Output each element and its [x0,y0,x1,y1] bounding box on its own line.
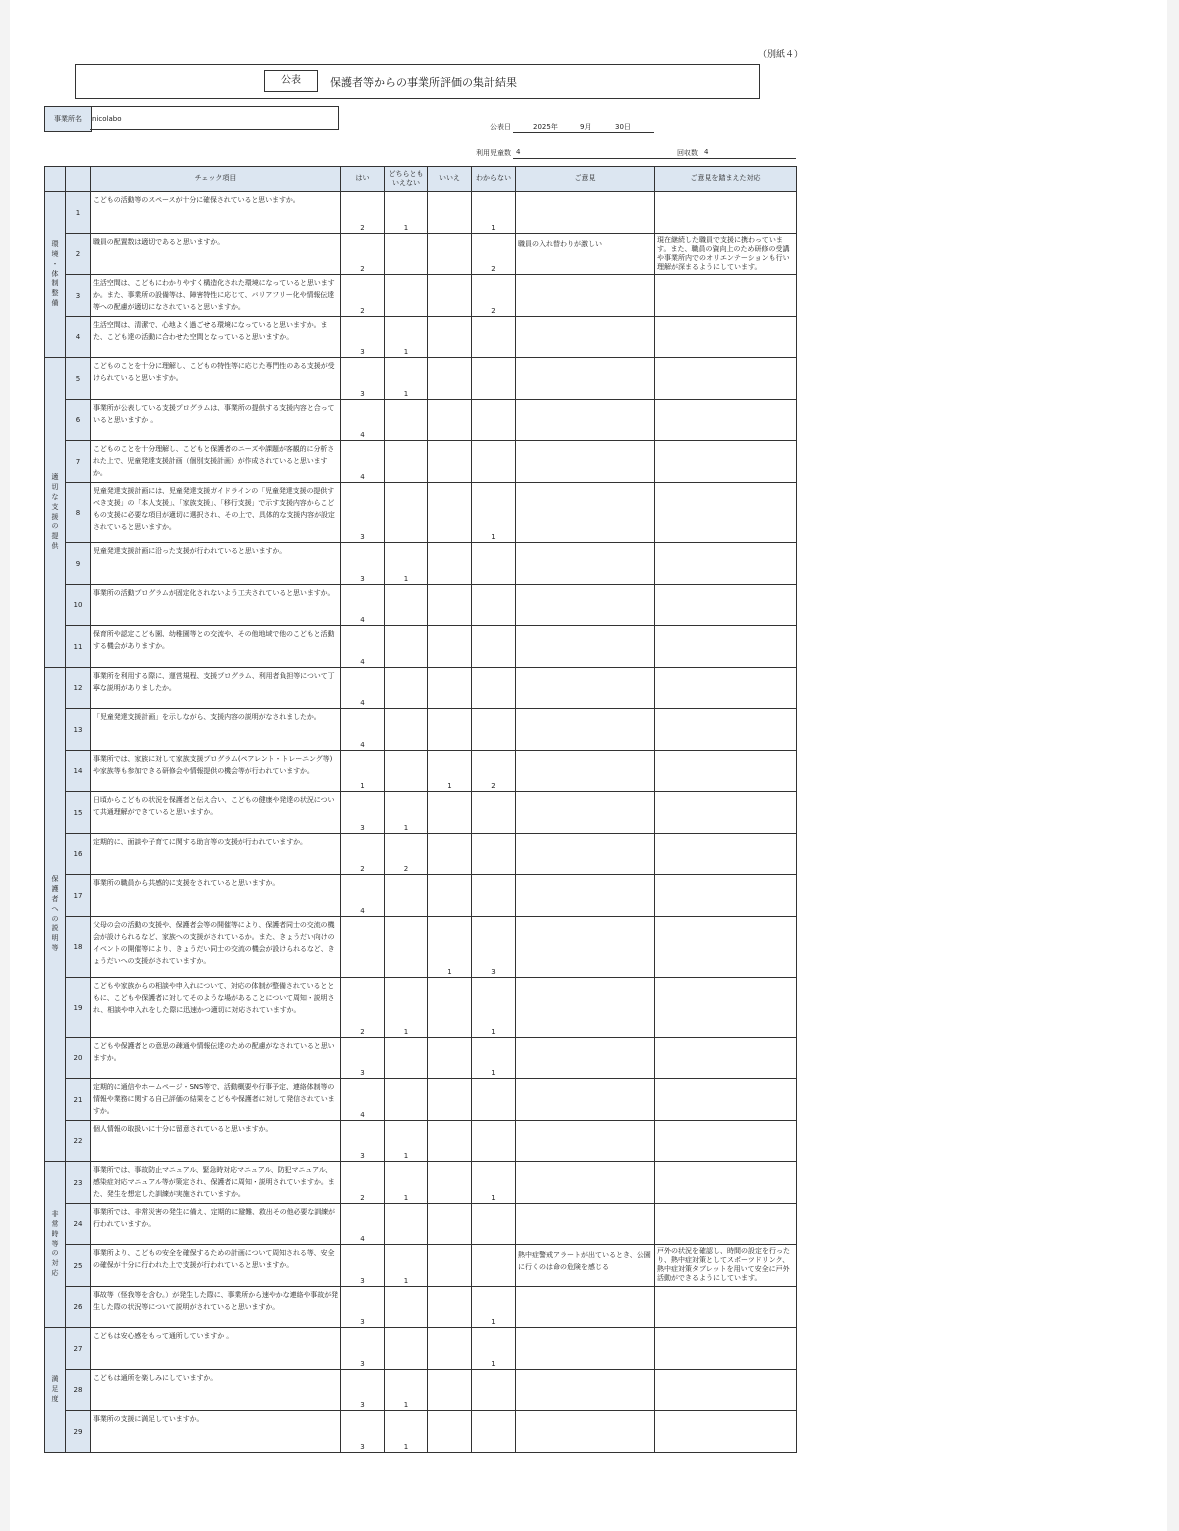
question-text: 個人情報の取扱いに十分に留意されていると思いますか。 [91,1121,341,1162]
count-no [428,978,472,1038]
count-neither [385,1038,428,1079]
item-number: 7 [66,441,91,483]
table-row [45,668,797,709]
count-unknown [472,358,516,400]
question-text: こどものことを十分理解し、こどもと保護者のニーズや課題が客観的に分析された上で、児童発達支援計画（個別支援計画）が作成されていると思いますか。 [91,441,341,483]
count-no [428,400,472,441]
count-neither: 1 [385,1370,428,1411]
count-yes: 4 [341,1079,385,1121]
question-text: 児童発達支援計画に沿った支援が行われていると思いますか。 [91,543,341,585]
opinion-text [516,792,655,834]
opinion-text [516,1287,655,1328]
opinion-text [516,358,655,400]
count-unknown: 3 [472,917,516,978]
count-unknown [472,1204,516,1245]
count-yes: 2 [341,978,385,1038]
response-text [655,1328,797,1370]
table-row [45,441,797,483]
count-yes: 3 [341,1370,385,1411]
count-unknown [472,585,516,626]
table-row [45,1162,797,1204]
item-number: 9 [66,543,91,585]
count-neither [385,709,428,751]
opinion-text [516,317,655,358]
count-neither [385,441,428,483]
opinion-text [516,751,655,792]
count-unknown [472,709,516,751]
opinion-text [516,400,655,441]
count-unknown: 1 [472,978,516,1038]
table-row [45,834,797,875]
count-unknown [472,792,516,834]
response-text [655,585,797,626]
count-no [428,1411,472,1453]
response-text [655,917,797,978]
count-unknown [472,1370,516,1411]
question-text: 職員の配置数は適切であると思いますか。 [91,234,341,275]
count-neither: 1 [385,792,428,834]
response-text [655,978,797,1038]
category-cell: 適 切 な 支 援 の 提 供 [45,358,66,668]
table-row [45,543,797,585]
count-neither: 1 [385,1411,428,1453]
table-row [45,1079,797,1121]
item-number: 3 [66,275,91,317]
category-cell: 非 常 時 等 の 対 応 [45,1162,66,1328]
count-no [428,1162,472,1204]
opinion-text [516,543,655,585]
response-text [655,751,797,792]
count-no [428,234,472,275]
count-neither [385,400,428,441]
table-row [45,1328,797,1370]
response-text [655,483,797,543]
header-neither: どちらとも いえない [385,167,428,192]
item-number: 21 [66,1079,91,1121]
table-row [45,1204,797,1245]
opinion-text [516,441,655,483]
count-no: 1 [428,751,472,792]
publish-year: 2025年 [533,123,558,131]
count-no [428,1245,472,1287]
response-text [655,792,797,834]
count-yes: 3 [341,1121,385,1162]
count-no [428,834,472,875]
table-row [45,234,797,275]
count-yes: 3 [341,317,385,358]
count-unknown [472,626,516,668]
table-row [45,192,797,234]
item-number: 5 [66,358,91,400]
table-body [45,192,797,1453]
response-text [655,1121,797,1162]
count-no: 1 [428,917,472,978]
table-row [45,1038,797,1079]
count-neither: 1 [385,978,428,1038]
question-text: 事業所の支援に満足していますか。 [91,1411,341,1453]
response-text [655,275,797,317]
count-yes: 3 [341,792,385,834]
count-neither [385,585,428,626]
header-check-item: チェック項目 [91,167,341,192]
item-number: 14 [66,751,91,792]
opinion-text [516,192,655,234]
response-text [655,317,797,358]
question-text: 事業所の職員から共感的に支援をされていると思いますか。 [91,875,341,917]
opinion-text [516,875,655,917]
response-text [655,1079,797,1121]
item-number: 26 [66,1287,91,1328]
count-no [428,1328,472,1370]
count-no [428,358,472,400]
header-unknown: わからない [472,167,516,192]
count-neither [385,1204,428,1245]
count-yes [341,917,385,978]
count-unknown [472,441,516,483]
category-cell: 環 境 ・ 体 制 整 備 [45,192,66,358]
count-yes: 4 [341,668,385,709]
table-row [45,1370,797,1411]
header-no: いいえ [428,167,472,192]
count-neither: 1 [385,192,428,234]
publish-date-underline [513,132,654,133]
table-row [45,709,797,751]
question-text: 「児童発達支援計画」を示しながら、支援内容の説明がなされましたか。 [91,709,341,751]
count-no [428,1038,472,1079]
users-label: 利用児童数 [476,149,511,157]
question-text: 事業所では、非常災害の発生に備え、定期的に避難、救出その他必要な訓練が行われていますか。 [91,1204,341,1245]
count-neither [385,1328,428,1370]
opinion-text [516,1079,655,1121]
count-no [428,668,472,709]
question-text: 父母の会の活動の支援や、保護者会等の開催等により、保護者同士の交流の機会が設けられるなど、家族への支援がされているか。また、きょうだい向けのイベントの開催等により、きょうだい同士の交流の機会が設けられるなど、きょうだいへの支援がされていますか。 [91,917,341,978]
response-text: 戸外の状況を確認し、時間の設定を行ったり、熱中症対策としてスポーツドリンク、熱中症対策タブレットを用いて安全に戸外活動ができるようにしています。 [655,1245,797,1287]
count-no [428,441,472,483]
response-text [655,626,797,668]
table-row [45,626,797,668]
response-text [655,543,797,585]
count-neither [385,275,428,317]
table-row [45,585,797,626]
table-row [45,1121,797,1162]
count-no [428,585,472,626]
count-no [428,1079,472,1121]
evaluation-table [44,166,797,1453]
response-text [655,1162,797,1204]
response-text [655,1038,797,1079]
question-text: こどもや保護者との意思の疎通や情報伝達のための配慮がなされていると思いますか。 [91,1038,341,1079]
opinion-text [516,585,655,626]
count-unknown: 2 [472,275,516,317]
table-row [45,1287,797,1328]
item-number: 16 [66,834,91,875]
response-text: 現在継続した職員で支援に携わっています。また、職員の資向上のため研修の受講や事業所内でのオリエンテーションも行い理解が深まるようにしています。 [655,234,797,275]
opinion-text [516,483,655,543]
category-cell: 満 足 度 [45,1328,66,1453]
count-no [428,483,472,543]
opinion-text [516,1204,655,1245]
table-row [45,875,797,917]
count-no [428,1121,472,1162]
count-neither: 1 [385,317,428,358]
count-neither [385,751,428,792]
item-number: 22 [66,1121,91,1162]
item-number: 20 [66,1038,91,1079]
count-unknown: 2 [472,751,516,792]
count-unknown [472,1245,516,1287]
count-yes: 2 [341,234,385,275]
opinion-text [516,1370,655,1411]
item-number: 13 [66,709,91,751]
count-neither: 1 [385,1162,428,1204]
count-unknown [472,875,516,917]
table-row [45,483,797,543]
count-neither [385,1287,428,1328]
response-text [655,358,797,400]
count-unknown [472,1121,516,1162]
count-yes: 4 [341,585,385,626]
count-unknown [472,400,516,441]
count-unknown: 1 [472,1038,516,1079]
count-no [428,192,472,234]
count-neither [385,917,428,978]
opinion-text: 熱中症警戒アラートが出ているとき、公園に行くのは命の危険を感じる [516,1245,655,1287]
question-text: こどもの活動等のスペースが十分に確保されていると思いますか。 [91,192,341,234]
item-number: 2 [66,234,91,275]
responses-label: 回収数 [677,149,698,157]
item-number: 12 [66,668,91,709]
table-row [45,978,797,1038]
count-yes: 3 [341,1038,385,1079]
question-text: 事業所では、家族に対して家族支援プログラム(ペアレント・トレーニング等)や家族等も参加できる研修会や情報提供の機会等が行われていますか。 [91,751,341,792]
count-unknown [472,317,516,358]
office-name: nicolabo [90,106,339,130]
table-row [45,751,797,792]
count-neither: 1 [385,543,428,585]
table-row [45,358,797,400]
response-text [655,1204,797,1245]
count-neither: 2 [385,834,428,875]
question-text: こどもや家族からの相談や申入れについて、対応の体制が整備されているとともに、こどもや保護者に対してそのような場があることについて周知・説明され、相談や申入れをした際に迅速かつ適切に対応されていますか。 [91,978,341,1038]
publish-date-label: 公表日 [490,123,511,131]
response-text [655,1411,797,1453]
item-number: 17 [66,875,91,917]
count-yes: 3 [341,1245,385,1287]
count-unknown [472,1079,516,1121]
question-text: 事業所を利用する際に、運営規程、支援プログラム、利用者負担等について丁寧な説明がありましたか。 [91,668,341,709]
count-no [428,626,472,668]
response-text [655,441,797,483]
count-yes: 4 [341,709,385,751]
response-text [655,1287,797,1328]
item-number: 4 [66,317,91,358]
item-number: 23 [66,1162,91,1204]
item-number: 10 [66,585,91,626]
question-text: 日頃からこどもの状況を保護者と伝え合い、こどもの健康や発達の状況について共通理解ができていると思いますか。 [91,792,341,834]
counts-underline [513,158,796,159]
question-text: 事業所より、こどもの安全を確保するための計画について周知される等、安全の確保が十分に行われた上で支援が行われていると思いますか。 [91,1245,341,1287]
table-row [45,275,797,317]
item-number: 25 [66,1245,91,1287]
table-row [45,1245,797,1287]
item-number: 15 [66,792,91,834]
question-text: 生活空間は、清潔で、心地よく過ごせる環境になっていると思いますか。また、こども達の活動に合わせた空間となっていると思いますか。 [91,317,341,358]
count-unknown [472,543,516,585]
count-yes: 3 [341,1287,385,1328]
response-text [655,192,797,234]
count-yes: 4 [341,1204,385,1245]
response-text [655,875,797,917]
count-no [428,275,472,317]
count-unknown: 1 [472,1287,516,1328]
count-no [428,875,472,917]
count-neither: 1 [385,1245,428,1287]
response-text [655,400,797,441]
question-text: 保育所や認定こども園、幼稚園等との交流や、その他地域で他のこどもと活動する機会がありますか。 [91,626,341,668]
publish-day: 30日 [615,123,631,131]
count-unknown [472,834,516,875]
count-unknown: 1 [472,192,516,234]
count-neither: 1 [385,1121,428,1162]
response-text [655,834,797,875]
count-no [428,792,472,834]
opinion-text [516,834,655,875]
opinion-text [516,917,655,978]
count-yes: 4 [341,626,385,668]
header-response: ご意見を踏まえた対応 [655,167,797,192]
opinion-text: 職員の入れ替わりが激しい [516,234,655,275]
count-yes: 4 [341,875,385,917]
item-number: 19 [66,978,91,1038]
publish-month: 9月 [580,123,592,131]
item-number: 27 [66,1328,91,1370]
count-neither [385,875,428,917]
table-row [45,317,797,358]
count-no [428,317,472,358]
item-number: 6 [66,400,91,441]
question-text: 事業所では、事故防止マニュアル、緊急時対応マニュアル、防犯マニュアル、感染症対応マニュアル等が策定され、保護者に周知・説明されていますか。また、発生を想定した訓練が実施されていますか。 [91,1162,341,1204]
count-yes: 1 [341,751,385,792]
item-number: 18 [66,917,91,978]
opinion-text [516,978,655,1038]
question-text: 児童発達支援計画には、児童発達支援ガイドラインの「児童発達支援の提供すべき支援」の「本人支援」、「家族支援」、「移行支援」で示す支援内容からこどもの支援に必要な項目が適切に選択され、その上で、具体的な支援内容が設定されていると思いますか。 [91,483,341,543]
question-text: こどもは通所を楽しみにしていますか。 [91,1370,341,1411]
header-number [66,167,91,192]
count-no [428,1204,472,1245]
publish-badge: 公表 [264,70,318,92]
count-yes: 4 [341,400,385,441]
attachment-reference: （別紙４） [758,50,804,60]
item-number: 28 [66,1370,91,1411]
page-title: 保護者等からの事業所評価の集計結果 [330,76,517,89]
count-yes: 3 [341,483,385,543]
opinion-text [516,668,655,709]
users-count: 4 [516,148,521,156]
count-yes: 2 [341,275,385,317]
count-neither [385,626,428,668]
count-yes: 4 [341,441,385,483]
opinion-text [516,275,655,317]
count-yes: 2 [341,192,385,234]
opinion-text [516,1038,655,1079]
opinion-text [516,1162,655,1204]
count-neither [385,234,428,275]
count-unknown: 1 [472,1328,516,1370]
count-yes: 3 [341,1328,385,1370]
responses-count: 4 [704,148,709,156]
count-neither: 1 [385,358,428,400]
question-text: 定期的に、面談や子育てに関する助言等の支援が行われていますか。 [91,834,341,875]
response-text [655,668,797,709]
question-text: 事業所の活動プログラムが固定化されないよう工夫されていると思いますか。 [91,585,341,626]
count-unknown: 2 [472,234,516,275]
count-yes: 3 [341,543,385,585]
item-number: 11 [66,626,91,668]
count-yes: 3 [341,1411,385,1453]
count-no [428,709,472,751]
question-text: 定期的に通信やホームページ・SNS等で、活動概要や行事予定、連絡体制等の情報や業務に関する自己評価の結果をこどもや保護者に対して発信されていますか。 [91,1079,341,1121]
count-yes: 2 [341,1162,385,1204]
count-no [428,543,472,585]
table-row [45,792,797,834]
item-number: 8 [66,483,91,543]
header-category [45,167,66,192]
response-text [655,709,797,751]
count-yes: 2 [341,834,385,875]
item-number: 1 [66,192,91,234]
header-opinion: ご意見 [516,167,655,192]
count-unknown: 1 [472,483,516,543]
question-text: 事故等（怪我等を含む。）が発生した際に、事業所から速やかな連絡や事故が発生した際の状況等について説明がされていると思いますか。 [91,1287,341,1328]
count-neither [385,1079,428,1121]
response-text [655,1370,797,1411]
table-header-row [45,167,797,192]
table-row [45,917,797,978]
item-number: 29 [66,1411,91,1453]
count-yes: 3 [341,358,385,400]
opinion-text [516,709,655,751]
opinion-text [516,626,655,668]
count-unknown [472,1411,516,1453]
table-row [45,400,797,441]
table-row [45,1411,797,1453]
count-no [428,1370,472,1411]
office-label: 事業所名 [44,106,92,132]
count-unknown [472,668,516,709]
category-cell: 保 護 者 へ の 説 明 等 [45,668,66,1162]
opinion-text [516,1121,655,1162]
question-text: 生活空間は、こどもにわかりやすく構造化された環境になっていると思いますか。また、事業所の設備等は、障害特性に応じて、バリアフリー化や情報伝達等への配慮が適切になされていると思いますか。 [91,275,341,317]
count-unknown: 1 [472,1162,516,1204]
opinion-text [516,1328,655,1370]
question-text: こどもは安心感をもって通所していますか 。 [91,1328,341,1370]
count-no [428,1287,472,1328]
opinion-text [516,1411,655,1453]
question-text: こどものことを十分に理解し、こどもの特性等に応じた専門性のある支援が受けられていると思いますか。 [91,358,341,400]
question-text: 事業所が公表している支援プログラムは、事業所の提供する支援内容と合っていると思いますか 。 [91,400,341,441]
count-neither [385,483,428,543]
header-yes: はい [341,167,385,192]
count-neither [385,668,428,709]
item-number: 24 [66,1204,91,1245]
